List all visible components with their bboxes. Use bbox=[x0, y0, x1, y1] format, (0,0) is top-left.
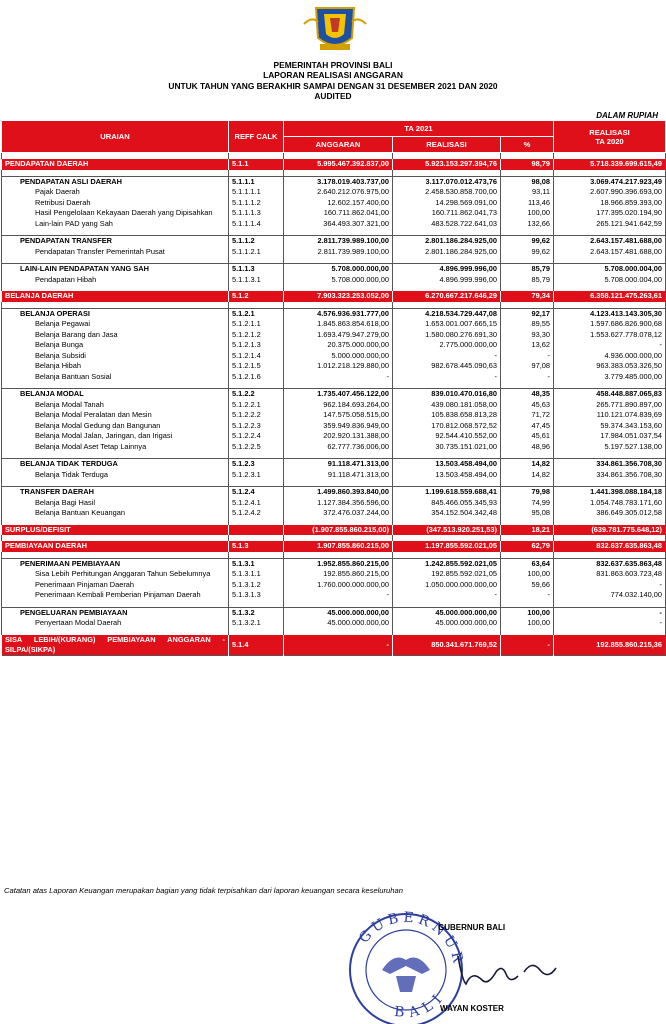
table-row bbox=[2, 558, 666, 569]
row-anggaran: 1.127.384.356.596,00 bbox=[284, 498, 393, 509]
table-row bbox=[2, 159, 666, 170]
row-realisasi-2020: - bbox=[554, 340, 666, 351]
row-realisasi: 3.117.070.012.473,76 bbox=[393, 176, 501, 187]
row-pct: 48,35 bbox=[501, 389, 554, 400]
table-row bbox=[2, 442, 666, 453]
row-ref: 5.1.2.2.2 bbox=[229, 410, 284, 421]
row-ref: 5.1.2.2 bbox=[229, 389, 284, 400]
row-anggaran: 1.735.407.456.122,00 bbox=[284, 389, 393, 400]
row-ref: 5.1.1.1.4 bbox=[229, 219, 284, 230]
row-anggaran: 91.118.471.313,00 bbox=[284, 459, 393, 470]
table-row bbox=[2, 340, 666, 351]
table-row bbox=[2, 580, 666, 591]
row-label: Belanja Bagi Hasil bbox=[2, 498, 229, 509]
row-anggaran: 12.602.157.400,00 bbox=[284, 198, 393, 209]
table-row bbox=[2, 421, 666, 432]
table-row bbox=[2, 351, 666, 362]
table-row bbox=[2, 264, 666, 275]
row-label: PENGELUARAN PEMBIAYAAN bbox=[2, 607, 229, 618]
row-ref: 5.1.2.4 bbox=[229, 487, 284, 498]
col-ta2021: TA 2021 bbox=[284, 121, 554, 137]
row-anggaran: 20.375.000.000,00 bbox=[284, 340, 393, 351]
row-label: BELANJA MODAL bbox=[2, 389, 229, 400]
row-label: Belanja Bantuan Sosial bbox=[2, 372, 229, 383]
row-pct: 100,00 bbox=[501, 569, 554, 580]
table-row bbox=[2, 319, 666, 330]
row-ref: 5.1.3 bbox=[229, 541, 284, 552]
row-realisasi: 4.218.534.729.447,08 bbox=[393, 308, 501, 319]
seal-text-top: GUBERNUR bbox=[356, 909, 467, 968]
table-row bbox=[2, 361, 666, 372]
row-label: Belanja Modal Tanah bbox=[2, 400, 229, 411]
header-line1: PEMERINTAH PROVINSI BALI bbox=[273, 60, 393, 70]
row-anggaran: 1.760.000.000.000,00 bbox=[284, 580, 393, 591]
row-ref: 5.1.2.4.2 bbox=[229, 508, 284, 519]
row-label: TRANSFER DAERAH bbox=[2, 487, 229, 498]
row-ref: 5.1.2.3.1 bbox=[229, 470, 284, 481]
row-realisasi-2020: 3.069.474.217.923,49 bbox=[554, 176, 666, 187]
row-realisasi-2020: - bbox=[554, 580, 666, 591]
row-ref: 5.1.1.2 bbox=[229, 236, 284, 247]
row-label: Retribusi Daerah bbox=[2, 198, 229, 209]
row-pct: 14,82 bbox=[501, 459, 554, 470]
table-row bbox=[2, 508, 666, 519]
row-pct: - bbox=[501, 372, 554, 383]
row-realisasi: - bbox=[393, 351, 501, 362]
row-ref: 5.1.2.1 bbox=[229, 308, 284, 319]
row-realisasi-2020: 774.032.140,00 bbox=[554, 590, 666, 601]
row-pct: 100,00 bbox=[501, 208, 554, 219]
row-ref: 5.1.3.2.1 bbox=[229, 618, 284, 629]
row-realisasi-2020: 6.358.121.475.263,61 bbox=[554, 291, 666, 302]
row-pct: 59,66 bbox=[501, 580, 554, 591]
row-ref: 5.1.2.2.1 bbox=[229, 400, 284, 411]
col-realisasi-2020-line1: REALISASI bbox=[589, 127, 630, 137]
row-realisasi: 4.896.999.996,00 bbox=[393, 275, 501, 286]
row-label: Pendapatan Transfer Pemerintah Pusat bbox=[2, 247, 229, 258]
row-realisasi: 5.923.153.297.394,76 bbox=[393, 159, 501, 170]
row-realisasi-2020: 2.643.157.481.688,00 bbox=[554, 236, 666, 247]
col-realisasi-2020-line2: TA 2020 bbox=[595, 136, 624, 146]
table-row bbox=[2, 635, 666, 656]
row-realisasi: 1.653.001.007.665,15 bbox=[393, 319, 501, 330]
row-ref: 5.1.2.3 bbox=[229, 459, 284, 470]
table-row bbox=[2, 459, 666, 470]
row-realisasi: 850.341.671.769,52 bbox=[393, 635, 501, 656]
table-row bbox=[2, 372, 666, 383]
table-row bbox=[2, 569, 666, 580]
table-row bbox=[2, 389, 666, 400]
row-label: Belanja Bantuan Keuangan bbox=[2, 508, 229, 519]
table-row bbox=[2, 208, 666, 219]
row-anggaran: 1.845.863.854.618,00 bbox=[284, 319, 393, 330]
row-ref: 5.1.2.1.4 bbox=[229, 351, 284, 362]
row-ref: 5.1.1 bbox=[229, 159, 284, 170]
row-label: Belanja Barang dan Jasa bbox=[2, 330, 229, 341]
table-row bbox=[2, 400, 666, 411]
row-anggaran: 364.493.307.321,00 bbox=[284, 219, 393, 230]
row-realisasi: 4.896.999.996,00 bbox=[393, 264, 501, 275]
row-realisasi: 170.812.068.572,52 bbox=[393, 421, 501, 432]
row-anggaran: 5.708.000.000,00 bbox=[284, 264, 393, 275]
row-pct: 98,79 bbox=[501, 159, 554, 170]
table-row bbox=[2, 541, 666, 552]
row-realisasi-2020: 832.637.635.863,48 bbox=[554, 558, 666, 569]
row-realisasi-2020: 4.936.000.000,00 bbox=[554, 351, 666, 362]
row-ref: 5.1.2.4.1 bbox=[229, 498, 284, 509]
row-ref bbox=[229, 525, 284, 536]
row-anggaran: 45.000.000.000,00 bbox=[284, 618, 393, 629]
row-pct: 99,62 bbox=[501, 247, 554, 258]
row-realisasi: 45.000.000.000,00 bbox=[393, 618, 501, 629]
row-realisasi-2020: 177.395.020.194,90 bbox=[554, 208, 666, 219]
seal-text-bottom: BALI bbox=[393, 987, 450, 1022]
row-label: BELANJA DAERAH bbox=[2, 291, 229, 302]
row-realisasi: 1.050.000.000.000,00 bbox=[393, 580, 501, 591]
row-label: BELANJA OPERASI bbox=[2, 308, 229, 319]
row-anggaran: 147.575.058.515,00 bbox=[284, 410, 393, 421]
budget-realization-table bbox=[1, 120, 666, 656]
row-ref: 5.1.1.2.1 bbox=[229, 247, 284, 258]
row-pct: - bbox=[501, 635, 554, 656]
row-anggaran: - bbox=[284, 372, 393, 383]
row-anggaran: 1.012.218.129.880,00 bbox=[284, 361, 393, 372]
row-realisasi-2020: 18.966.859.393,00 bbox=[554, 198, 666, 209]
col-realisasi-2020 bbox=[554, 121, 666, 153]
row-label: Belanja Modal Jalan, Jaringan, dan Irigasi bbox=[2, 431, 229, 442]
row-realisasi-2020: 3.779.485.000,00 bbox=[554, 372, 666, 383]
row-label: PENDAPATAN DAERAH bbox=[2, 159, 229, 170]
row-realisasi: 1.199.618.559.688,41 bbox=[393, 487, 501, 498]
row-anggaran: (1.907.855.860.215,00) bbox=[284, 525, 393, 536]
row-realisasi: 14.298.569.091,00 bbox=[393, 198, 501, 209]
col-uraian: URAIAN bbox=[2, 121, 229, 153]
row-realisasi-2020: 334.861.356.708,30 bbox=[554, 459, 666, 470]
row-anggaran: 5.000.000.000,00 bbox=[284, 351, 393, 362]
row-ref: 5.1.2.1.1 bbox=[229, 319, 284, 330]
row-anggaran: 962.184.693.264,00 bbox=[284, 400, 393, 411]
row-realisasi: 483.528.722.641,03 bbox=[393, 219, 501, 230]
row-anggaran: 1.499.860.393.840,00 bbox=[284, 487, 393, 498]
row-realisasi-2020: 265.771.890.897,00 bbox=[554, 400, 666, 411]
row-ref: 5.1.2.1.2 bbox=[229, 330, 284, 341]
row-realisasi: 45.000.000.000,00 bbox=[393, 607, 501, 618]
row-pct: 71,72 bbox=[501, 410, 554, 421]
row-realisasi-2020: 1.553.627.778.078,12 bbox=[554, 330, 666, 341]
row-pct: 79,98 bbox=[501, 487, 554, 498]
row-pct: 99,62 bbox=[501, 236, 554, 247]
row-pct: - bbox=[501, 351, 554, 362]
row-realisasi-2020: 17.984.051.037,54 bbox=[554, 431, 666, 442]
row-anggaran: 160.711.862.041,00 bbox=[284, 208, 393, 219]
row-ref: 5.1.1.1 bbox=[229, 176, 284, 187]
row-label: PENERIMAAN PEMBIAYAAN bbox=[2, 558, 229, 569]
row-label: Penerimaan Kembali Pemberian Pinjaman Daerah bbox=[2, 590, 229, 601]
bali-province-emblem bbox=[294, 4, 376, 54]
row-pct: 132,66 bbox=[501, 219, 554, 230]
governor-title: GUBERNUR BALI bbox=[438, 923, 506, 932]
row-realisasi-2020: 5.197.527.138,00 bbox=[554, 442, 666, 453]
row-realisasi: 982.678.445.090,63 bbox=[393, 361, 501, 372]
row-label: LAIN-LAIN PENDAPATAN YANG SAH bbox=[2, 264, 229, 275]
row-realisasi: 92.544.410.552,00 bbox=[393, 431, 501, 442]
row-realisasi: 30.735.151.021,00 bbox=[393, 442, 501, 453]
col-pct: % bbox=[501, 137, 554, 153]
row-anggaran: - bbox=[284, 635, 393, 656]
row-realisasi-2020: 2.607.990.396.693,00 bbox=[554, 187, 666, 198]
row-ref: 5.1.1.3.1 bbox=[229, 275, 284, 286]
governor-name: WAYAN KOSTER bbox=[440, 1004, 504, 1013]
table-row bbox=[2, 618, 666, 629]
row-realisasi-2020: 5.718.339.699.615,49 bbox=[554, 159, 666, 170]
row-label: Belanja Subsidi bbox=[2, 351, 229, 362]
row-pct: 79,34 bbox=[501, 291, 554, 302]
row-pct: 85,79 bbox=[501, 264, 554, 275]
row-pct: 13,62 bbox=[501, 340, 554, 351]
row-realisasi-2020: 2.643.157.481.688,00 bbox=[554, 247, 666, 258]
row-realisasi-2020: 192.855.860.215,36 bbox=[554, 635, 666, 656]
table-row bbox=[2, 487, 666, 498]
row-label: Lain-lain PAD yang Sah bbox=[2, 219, 229, 230]
row-realisasi: 1.242.855.592.021,05 bbox=[393, 558, 501, 569]
row-ref: 5.1.1.3 bbox=[229, 264, 284, 275]
row-realisasi: 192.855.592.021,05 bbox=[393, 569, 501, 580]
row-realisasi-2020: 334.861.356.708,30 bbox=[554, 470, 666, 481]
row-ref: 5.1.3.2 bbox=[229, 607, 284, 618]
table-row bbox=[2, 431, 666, 442]
row-realisasi-2020: 1.054.748.783.171,60 bbox=[554, 498, 666, 509]
row-ref: 5.1.1.1.1 bbox=[229, 187, 284, 198]
table-row bbox=[2, 187, 666, 198]
row-realisasi: 105.838.658.813,28 bbox=[393, 410, 501, 421]
row-ref: 5.1.2.2.4 bbox=[229, 431, 284, 442]
row-realisasi-2020: 832.637.635.863,48 bbox=[554, 541, 666, 552]
row-anggaran: 2.811.739.989.100,00 bbox=[284, 247, 393, 258]
row-anggaran: 1.907.855.860.215,00 bbox=[284, 541, 393, 552]
row-realisasi-2020: 458.448.887.065,83 bbox=[554, 389, 666, 400]
row-anggaran: 372.476.037.244,00 bbox=[284, 508, 393, 519]
row-anggaran: 5.708.000.000,00 bbox=[284, 275, 393, 286]
row-pct: 100,00 bbox=[501, 607, 554, 618]
table-row bbox=[2, 308, 666, 319]
row-realisasi: 439.080.181.058,00 bbox=[393, 400, 501, 411]
row-pct: 95,08 bbox=[501, 508, 554, 519]
governor-signature bbox=[452, 950, 562, 990]
row-label: Belanja Tidak Terduga bbox=[2, 470, 229, 481]
row-realisasi: 354.152.504.342,48 bbox=[393, 508, 501, 519]
row-label: Penyertaan Modal Daerah bbox=[2, 618, 229, 629]
col-reff: REFF CALK bbox=[229, 121, 284, 153]
table-row bbox=[2, 275, 666, 286]
row-pct: 14,82 bbox=[501, 470, 554, 481]
row-realisasi-2020: 963.383.053.326,50 bbox=[554, 361, 666, 372]
row-realisasi: 2.775.000.000,00 bbox=[393, 340, 501, 351]
row-label: Penerimaan Pinjaman Daerah bbox=[2, 580, 229, 591]
table-row bbox=[2, 470, 666, 481]
row-pct: 113,46 bbox=[501, 198, 554, 209]
row-pct: 45,63 bbox=[501, 400, 554, 411]
row-anggaran: 91.118.471.313,00 bbox=[284, 470, 393, 481]
row-pct: 93,30 bbox=[501, 330, 554, 341]
row-realisasi: 2.458.530.858.700,00 bbox=[393, 187, 501, 198]
row-pct: 89,55 bbox=[501, 319, 554, 330]
row-anggaran: 202.920.131.388,00 bbox=[284, 431, 393, 442]
table-row bbox=[2, 410, 666, 421]
row-realisasi: 1.580.080.276.691,30 bbox=[393, 330, 501, 341]
row-realisasi-2020: 265.121.941.642,59 bbox=[554, 219, 666, 230]
row-realisasi: 2.801.186.284.925,00 bbox=[393, 247, 501, 258]
row-anggaran: 3.178.019.403.737,00 bbox=[284, 176, 393, 187]
row-realisasi-2020: 386.649.305.012,58 bbox=[554, 508, 666, 519]
row-realisasi-2020: (639.781.775.648,12) bbox=[554, 525, 666, 536]
row-pct: 62,79 bbox=[501, 541, 554, 552]
table-body bbox=[2, 153, 666, 656]
row-realisasi: 839.010.470.016,80 bbox=[393, 389, 501, 400]
row-pct: 97,08 bbox=[501, 361, 554, 372]
col-anggaran: ANGGARAN bbox=[284, 137, 393, 153]
row-realisasi-2020: 110.121.074.839,69 bbox=[554, 410, 666, 421]
row-realisasi-2020: 1.441.398.088.184,18 bbox=[554, 487, 666, 498]
row-ref: 5.1.3.1.2 bbox=[229, 580, 284, 591]
row-ref: 5.1.3.1 bbox=[229, 558, 284, 569]
row-realisasi: 13.503.458.494,00 bbox=[393, 470, 501, 481]
row-label: Belanja Modal Peralatan dan Mesin bbox=[2, 410, 229, 421]
table-row bbox=[2, 236, 666, 247]
row-realisasi: - bbox=[393, 590, 501, 601]
row-pct: 93,11 bbox=[501, 187, 554, 198]
table-row bbox=[2, 176, 666, 187]
row-realisasi: (347.513.920.251,53) bbox=[393, 525, 501, 536]
row-realisasi-2020: 5.708.000.004,00 bbox=[554, 275, 666, 286]
row-ref: 5.1.2.2.5 bbox=[229, 442, 284, 453]
row-label: Pendapatan Hibah bbox=[2, 275, 229, 286]
row-realisasi-2020: 4.123.413.143.305,30 bbox=[554, 308, 666, 319]
row-pct: 45,61 bbox=[501, 431, 554, 442]
row-realisasi: 845.466.055.345,93 bbox=[393, 498, 501, 509]
header-line3: UNTUK TAHUN YANG BERAKHIR SAMPAI DENGAN 31 DESEMBER 2021 DAN 2020 bbox=[168, 81, 498, 91]
row-realisasi-2020: 59.374.343.153,60 bbox=[554, 421, 666, 432]
header-audited: AUDITED bbox=[314, 91, 352, 101]
table-row bbox=[2, 330, 666, 341]
row-label: PENDAPATAN ASLI DAERAH bbox=[2, 176, 229, 187]
row-realisasi: 6.270.667.217.646,29 bbox=[393, 291, 501, 302]
row-anggaran: 1.952.855.860.215,00 bbox=[284, 558, 393, 569]
row-anggaran: 4.576.936.931.777,00 bbox=[284, 308, 393, 319]
row-pct: 100,00 bbox=[501, 618, 554, 629]
row-realisasi-2020: - bbox=[554, 607, 666, 618]
header-line2: LAPORAN REALISASI ANGGARAN bbox=[263, 70, 403, 80]
row-ref: 5.1.4 bbox=[229, 635, 284, 656]
row-realisasi: 13.503.458.494,00 bbox=[393, 459, 501, 470]
row-ref: 5.1.2.1.5 bbox=[229, 361, 284, 372]
row-pct: 85,79 bbox=[501, 275, 554, 286]
row-ref: 5.1.1.1.2 bbox=[229, 198, 284, 209]
row-pct: 47,45 bbox=[501, 421, 554, 432]
row-anggaran: 1.693.479.947.279,00 bbox=[284, 330, 393, 341]
table-row bbox=[2, 291, 666, 302]
row-pct: - bbox=[501, 590, 554, 601]
row-ref: 5.1.2.1.3 bbox=[229, 340, 284, 351]
row-label: SURPLUS/DEFISIT bbox=[2, 525, 229, 536]
table-row bbox=[2, 590, 666, 601]
row-realisasi-2020: 1.597.686.826.900,68 bbox=[554, 319, 666, 330]
col-realisasi: REALISASI bbox=[393, 137, 501, 153]
currency-label: DALAM RUPIAH bbox=[596, 111, 658, 120]
row-pct: 48,96 bbox=[501, 442, 554, 453]
row-realisasi-2020: 5.708.000.004,00 bbox=[554, 264, 666, 275]
row-label: PEMBIAYAAN DAERAH bbox=[2, 541, 229, 552]
row-label: Belanja Modal Aset Tetap Lainnya bbox=[2, 442, 229, 453]
row-pct: 74,99 bbox=[501, 498, 554, 509]
row-realisasi-2020: - bbox=[554, 618, 666, 629]
footnote: Catatan atas Laporan Keuangan merupakan bagian yang tidak terpisahkan dari laporan keuangan secara keseluruhan bbox=[4, 886, 403, 895]
row-ref: 5.1.2.1.6 bbox=[229, 372, 284, 383]
row-label: Hasil Pengelolaan Kekayaan Daerah yang Dipisahkan bbox=[2, 208, 229, 219]
row-label: PENDAPATAN TRANSFER bbox=[2, 236, 229, 247]
row-label: Pajak Daerah bbox=[2, 187, 229, 198]
row-ref: 5.1.1.1.3 bbox=[229, 208, 284, 219]
row-ref: 5.1.3.1.1 bbox=[229, 569, 284, 580]
row-realisasi: 160.711.862.041,73 bbox=[393, 208, 501, 219]
row-label: Belanja Hibah bbox=[2, 361, 229, 372]
row-anggaran: 5.995.467.392.837,00 bbox=[284, 159, 393, 170]
row-label: Belanja Bunga bbox=[2, 340, 229, 351]
row-ref: 5.1.2 bbox=[229, 291, 284, 302]
row-anggaran: 62.777.736.006,00 bbox=[284, 442, 393, 453]
row-ref: 5.1.2.2.3 bbox=[229, 421, 284, 432]
row-label: Belanja Pegawai bbox=[2, 319, 229, 330]
row-anggaran: 2.640.212.076.975,00 bbox=[284, 187, 393, 198]
table-row bbox=[2, 247, 666, 258]
row-anggaran: 2.811.739.989.100,00 bbox=[284, 236, 393, 247]
table-row bbox=[2, 198, 666, 209]
row-label: BELANJA TIDAK TERDUGA bbox=[2, 459, 229, 470]
table-row bbox=[2, 525, 666, 536]
table-row bbox=[2, 607, 666, 618]
row-label: Belanja Modal Gedung dan Bangunan bbox=[2, 421, 229, 432]
row-realisasi: - bbox=[393, 372, 501, 383]
row-anggaran: 359.949.836.949,00 bbox=[284, 421, 393, 432]
row-ref: 5.1.3.1.3 bbox=[229, 590, 284, 601]
row-anggaran: 45.000.000.000,00 bbox=[284, 607, 393, 618]
row-realisasi: 2.801.186.284.925,00 bbox=[393, 236, 501, 247]
row-pct: 18,21 bbox=[501, 525, 554, 536]
row-label: SISA LEBIH/(KURANG) PEMBIAYAAN ANGGARAN - SILPA/(SIKPA) bbox=[2, 635, 229, 656]
row-realisasi: 1.197.855.592.021,05 bbox=[393, 541, 501, 552]
row-realisasi-2020: 831.863.603.723,48 bbox=[554, 569, 666, 580]
table-row bbox=[2, 498, 666, 509]
row-anggaran: 192.855.860.215,00 bbox=[284, 569, 393, 580]
row-anggaran: - bbox=[284, 590, 393, 601]
row-anggaran: 7.903.323.253.052,00 bbox=[284, 291, 393, 302]
row-pct: 98,08 bbox=[501, 176, 554, 187]
row-label: Sisa Lebih Perhitungan Anggaran Tahun Sebelumnya bbox=[2, 569, 229, 580]
row-pct: 63,64 bbox=[501, 558, 554, 569]
table-row bbox=[2, 219, 666, 230]
row-pct: 92,17 bbox=[501, 308, 554, 319]
